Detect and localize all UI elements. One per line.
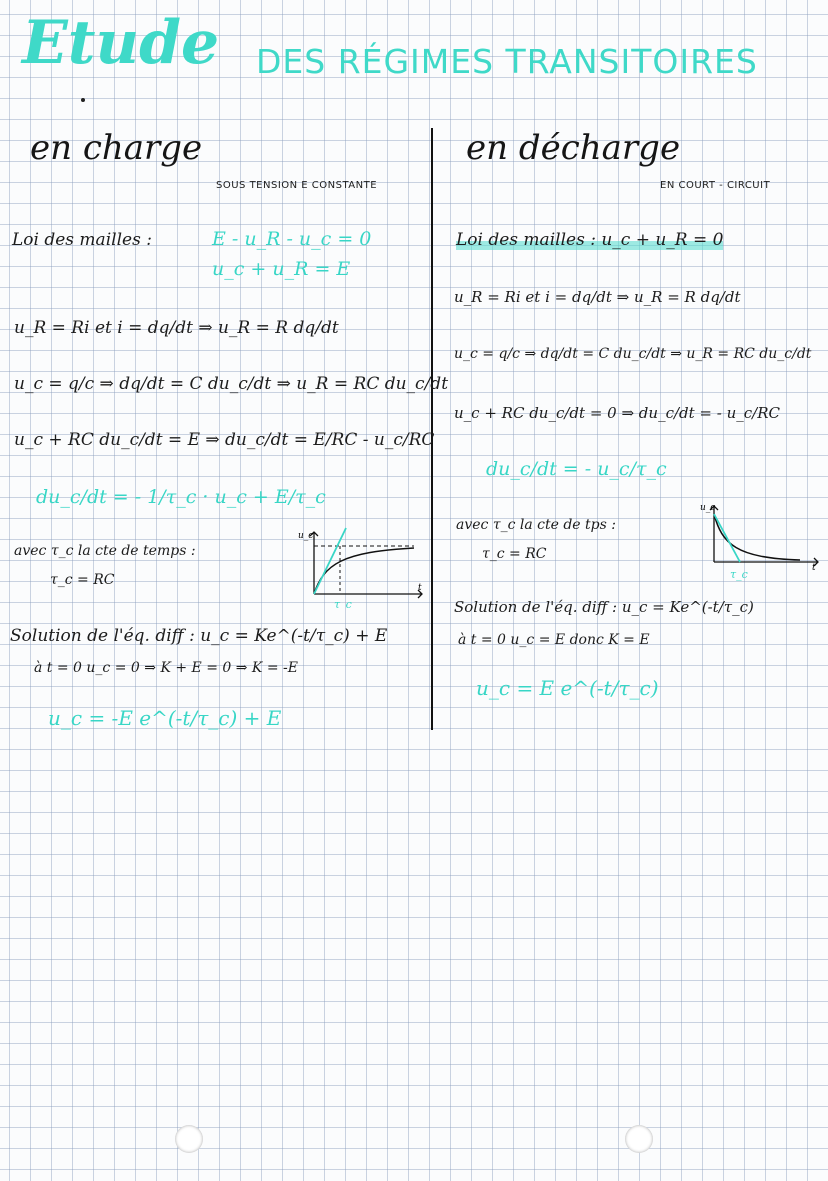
right-graph-tau: τ_c (730, 568, 748, 581)
left-avec: avec τ_c la cte de temps : (14, 543, 196, 559)
left-loi-label: Loi des mailles : (12, 230, 152, 250)
right-result: u_c = E e^(-t/τ_c) (476, 676, 659, 700)
left-graph-y: u_c (298, 531, 314, 541)
right-eq3: u_c + RC du_c/dt = 0 ⇒ du_c/dt = - u_c/RC (454, 404, 780, 422)
column-divider (431, 128, 433, 730)
right-eq2: u_c = q/c ⇒ dq/dt = C du_c/dt ⇒ u_R = RC du_c/dt (454, 346, 812, 362)
title-sub: DES RÉGIMES TRANSITOIRES (256, 42, 758, 81)
left-charge-graph (294, 524, 428, 610)
right-discharge-graph (700, 500, 824, 582)
left-tau: τ_c = RC (50, 572, 115, 588)
ink-dot (81, 98, 85, 102)
left-eq3: u_c + RC du_c/dt = E ⇒ du_c/dt = E/RC - u_c/RC (14, 430, 435, 450)
left-loi-eq2: u_c + u_R = E (212, 258, 351, 280)
right-solution: Solution de l'éq. diff : u_c = Ke^(-t/τ_c) (454, 598, 754, 616)
binder-hole-left (175, 1125, 203, 1153)
left-diff-eq: du_c/dt = - 1/τ_c · u_c + E/τ_c (36, 486, 326, 508)
right-subtitle: EN COURT - CIRCUIT (660, 180, 771, 191)
right-graph-y: u_c (700, 503, 716, 513)
right-graph-x: t (812, 563, 816, 573)
left-graph-tau: τ_c (334, 598, 352, 610)
right-tau: τ_c = RC (482, 546, 547, 562)
left-subtitle: SOUS TENSION E CONSTANTE (216, 180, 378, 191)
right-avec: avec τ_c la cte de tps : (456, 517, 616, 533)
right-loi: Loi des mailles : u_c + u_R = 0 (456, 230, 724, 250)
left-heading: en charge (30, 128, 203, 168)
title-main: Etude (22, 8, 220, 78)
left-eq1: u_R = Ri et i = dq/dt ⇒ u_R = R dq/dt (14, 318, 339, 338)
left-result: u_c = -E e^(-t/τ_c) + E (48, 706, 282, 730)
left-init: à t = 0 u_c = 0 ⇒ K + E = 0 ⇒ K = -E (34, 660, 298, 676)
right-diff-eq: du_c/dt = - u_c/τ_c (486, 458, 667, 480)
left-loi-eq1: E - u_R - u_c = 0 (212, 228, 372, 250)
left-solution: Solution de l'éq. diff : u_c = Ke^(-t/τ_c) + E (10, 626, 388, 646)
left-eq2: u_c = q/c ⇒ dq/dt = C du_c/dt ⇒ u_R = RC du_c/dt (14, 374, 449, 394)
binder-hole-right (625, 1125, 653, 1153)
left-graph-x: t (418, 583, 422, 593)
right-eq1: u_R = Ri et i = dq/dt ⇒ u_R = R dq/dt (454, 288, 741, 306)
right-init: à t = 0 u_c = E donc K = E (458, 632, 650, 648)
right-heading: en décharge (466, 128, 681, 168)
